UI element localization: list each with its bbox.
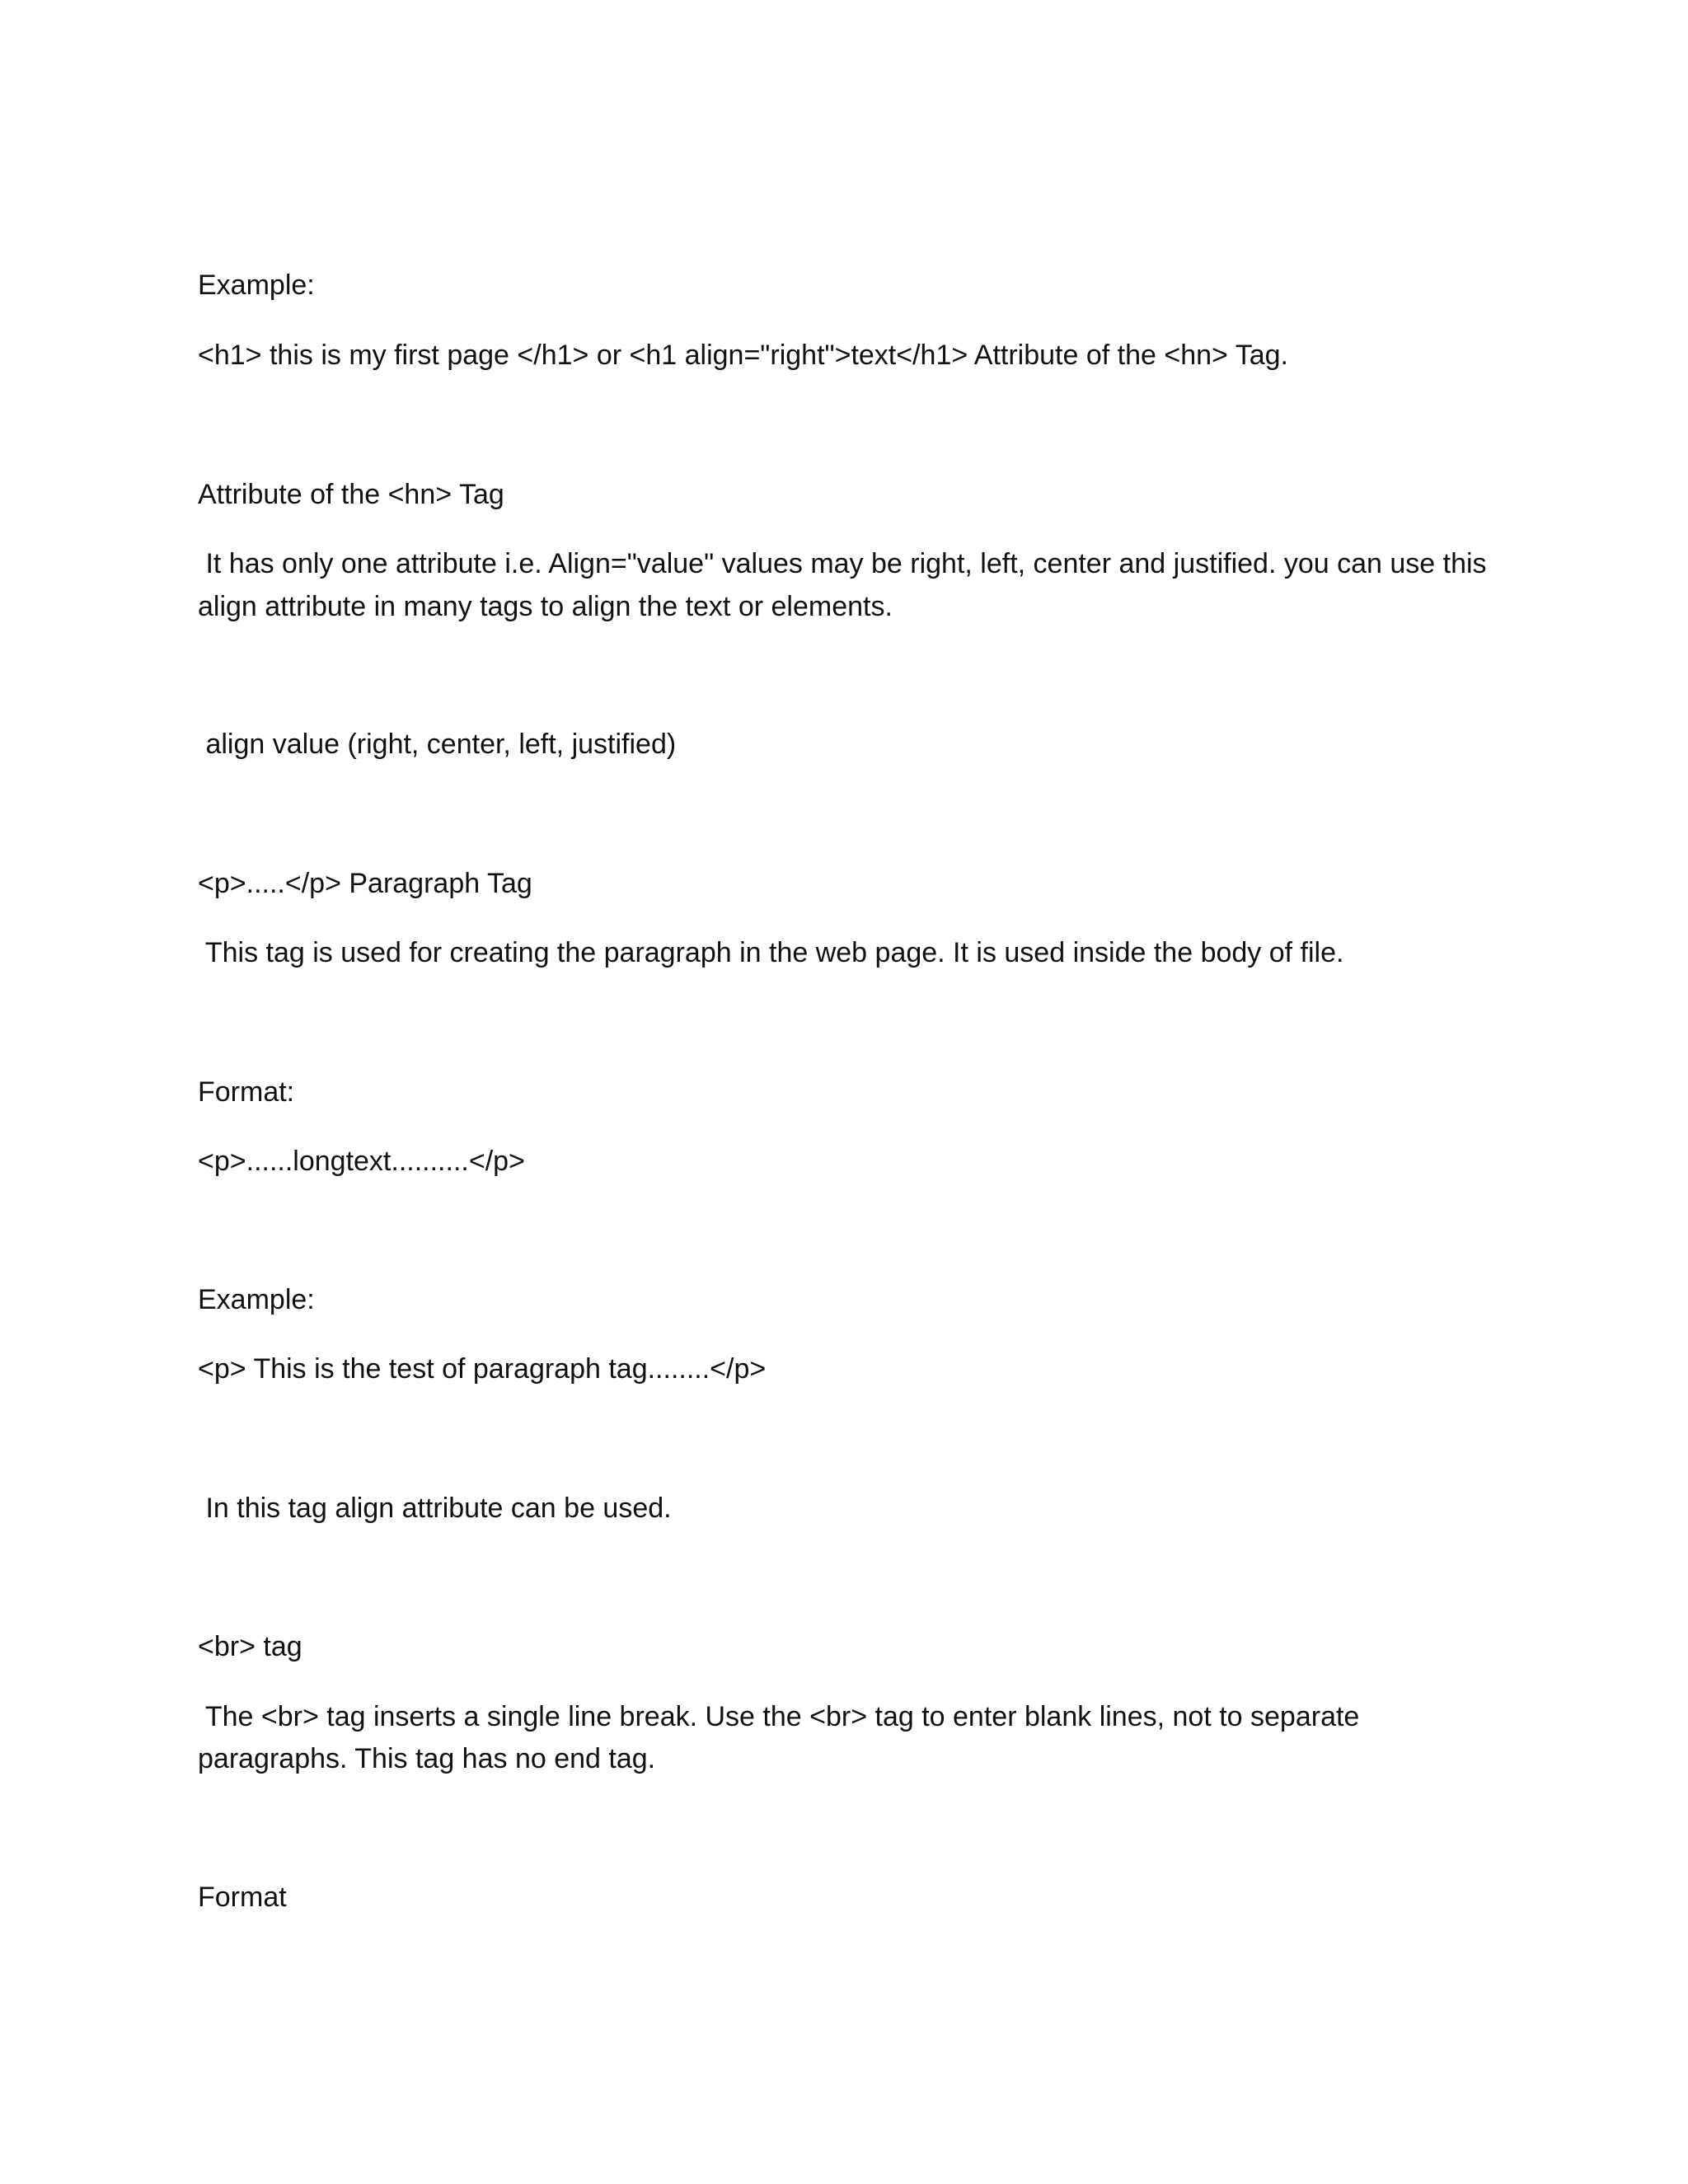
hn-attribute-text-line-2: align attribute in many tags to align the text or elements. xyxy=(198,591,893,622)
br-tag-text-line-1: The <br> tag inserts a single line break. Use the <br> tag to enter blank lines, not to separate xyxy=(198,1701,1360,1732)
paragraph-tag-heading: <p>.....</p> Paragraph Tag xyxy=(198,868,532,899)
align-usage-note: In this tag align attribute can be used. xyxy=(198,1493,672,1524)
example-label-1: Example: xyxy=(198,269,315,301)
hn-attribute-heading: Attribute of the <hn> Tag xyxy=(198,479,504,510)
paragraph-example-line: <p> This is the test of paragraph tag........</p> xyxy=(198,1353,767,1385)
example-label-2: Example: xyxy=(198,1284,315,1315)
format-label-2: Format xyxy=(198,1882,287,1913)
paragraph-format-line: <p>......longtext..........</p> xyxy=(198,1146,525,1177)
align-value-line: align value (right, center, left, justified) xyxy=(198,729,677,760)
paragraph-tag-description: This tag is used for creating the paragraph in the web page. It is used inside the body of file. xyxy=(198,937,1344,968)
hn-attribute-text-line-1: It has only one attribute i.e. Align="value" values may be right, left, center and justified. you can use this xyxy=(198,548,1487,579)
br-tag-text-line-2: paragraphs. This tag has no end tag. xyxy=(198,1743,656,1774)
h1-example-line: <h1> this is my first page </h1> or <h1 align="right">text</h1> Attribute of the <hn> Tag. xyxy=(198,340,1288,371)
br-tag-heading: <br> tag xyxy=(198,1631,302,1662)
format-label-1: Format: xyxy=(198,1076,295,1108)
